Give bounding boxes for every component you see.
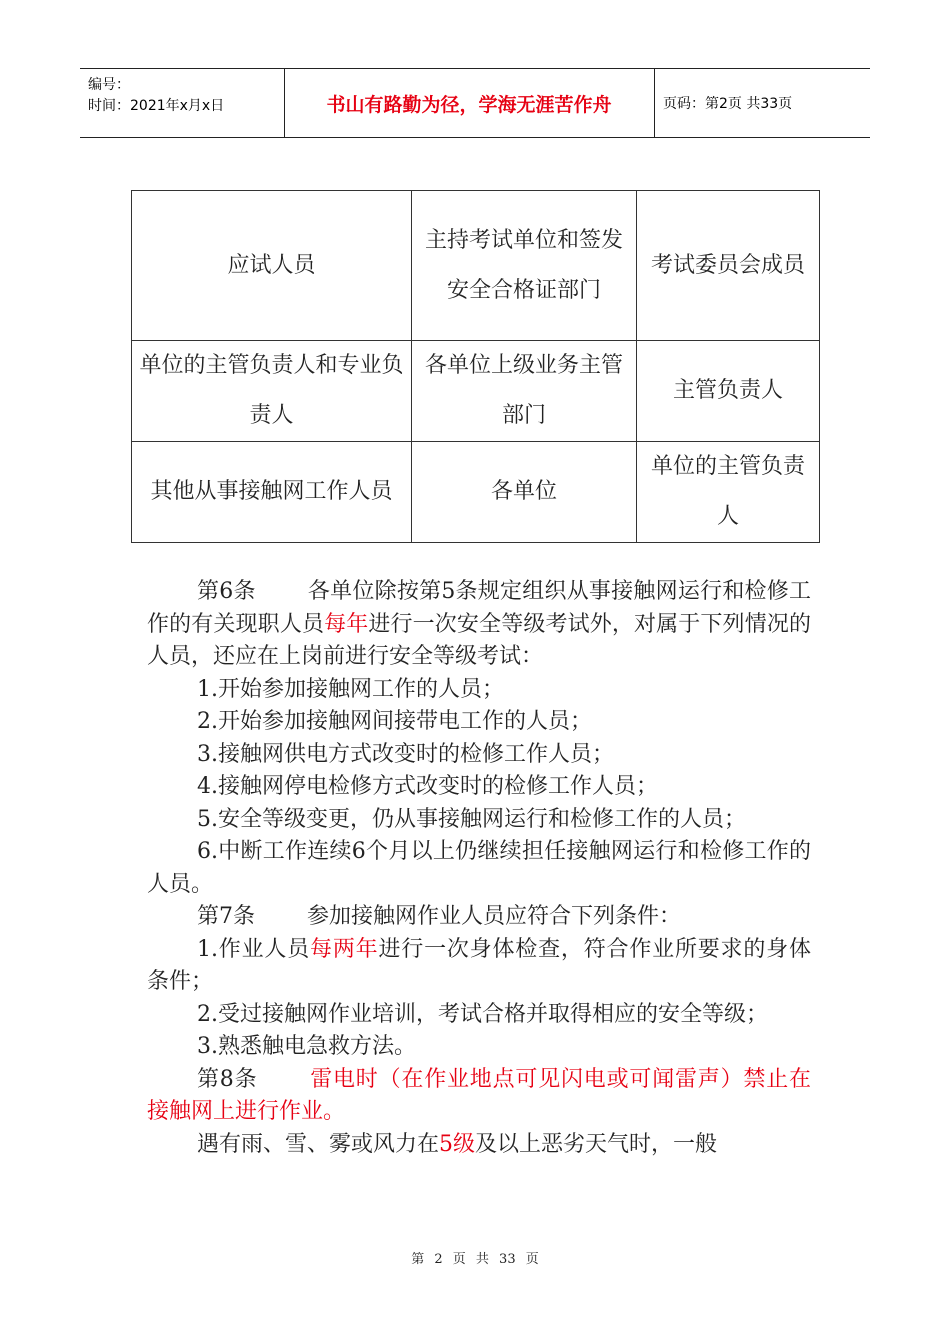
article-number: 第7条 (197, 904, 255, 929)
header-divider (654, 69, 655, 137)
table-header-cell: 应试人员 (132, 191, 412, 341)
list-item: 6.中断工作连续6个月以上仍继续担任接触网运行和检修工作的人员。 (147, 839, 811, 897)
table-header-row (132, 191, 820, 341)
document-number: 编号： (88, 77, 130, 93)
list-item: 4.接触网停电检修方式改变时的检修工作人员； (197, 774, 658, 799)
header-meta (88, 75, 224, 117)
article-number: 第8条 (197, 1066, 258, 1092)
article-6: 第6条 各单位除按第5条规定组织从事接触网运行和检修工作的有关现职人员每年进行一次安全等级考试外，对属于下列情况的人员，还应在上岗前进行安全等级考试： (147, 579, 812, 669)
body-text (147, 576, 811, 1161)
list-item: 5.安全等级变更，仍从事接触网运行和检修工作的人员； (197, 806, 746, 832)
table-cell: 各单位上级业务主管部门 (412, 341, 637, 442)
highlight: 雷电时（在作业地点可见闪电或可闻雷声）禁止在接触网上进行作业。 (147, 1066, 811, 1124)
exam-table (131, 190, 820, 543)
header-motto: 书山有路勤为径，学海无涯苦作舟 (326, 93, 612, 116)
highlight: 5级 (439, 1131, 476, 1157)
table-cell: 主管负责人 (637, 341, 820, 442)
list-item: 2.开始参加接触网间接带电工作的人员； (197, 709, 592, 734)
list-item: 2.受过接触网作业培训，考试合格并取得相应的安全等级； (197, 1001, 768, 1027)
header-page-number: 页码：第2页 共33页 (663, 96, 793, 112)
list-item: 1.开始参加接触网工作的人员； (197, 676, 504, 702)
table-cell: 单位的主管负责人 (637, 442, 820, 543)
article-7: 第7条 参加接触网作业人员应符合下列条件： (197, 904, 682, 929)
highlight: 每年 (324, 611, 369, 637)
table-cell: 其他从事接触网工作人员 (132, 442, 412, 543)
table-row (132, 341, 820, 442)
article-number: 第6条 (197, 579, 256, 604)
table-header-cell: 考试委员会成员 (637, 191, 820, 341)
table-cell: 单位的主管负责人和专业负责人 (132, 341, 412, 442)
list-item: 3.接触网供电方式改变时的检修工作人员； (197, 741, 614, 767)
document-time: 时间：2021年x月x日 (88, 98, 225, 114)
table-cell: 各单位 (412, 442, 637, 543)
article-8 (147, 1064, 811, 1129)
table-header-cell: 主持考试单位和签发安全合格证部门 (412, 191, 637, 341)
table-row (132, 442, 820, 543)
page-header (80, 68, 870, 138)
page-footer: 第 2 页 共 33 页 (411, 1252, 539, 1267)
paragraph: 遇有雨、雪、雾或风力在5级及以上恶劣天气时，一般 (197, 1131, 718, 1157)
highlight: 每两年 (310, 936, 379, 962)
list-item: 1.作业人员每两年进行一次身体检查，符合作业所要求的身体条件； (147, 936, 811, 994)
list-item: 3.熟悉触电急救方法。 (197, 1034, 416, 1059)
